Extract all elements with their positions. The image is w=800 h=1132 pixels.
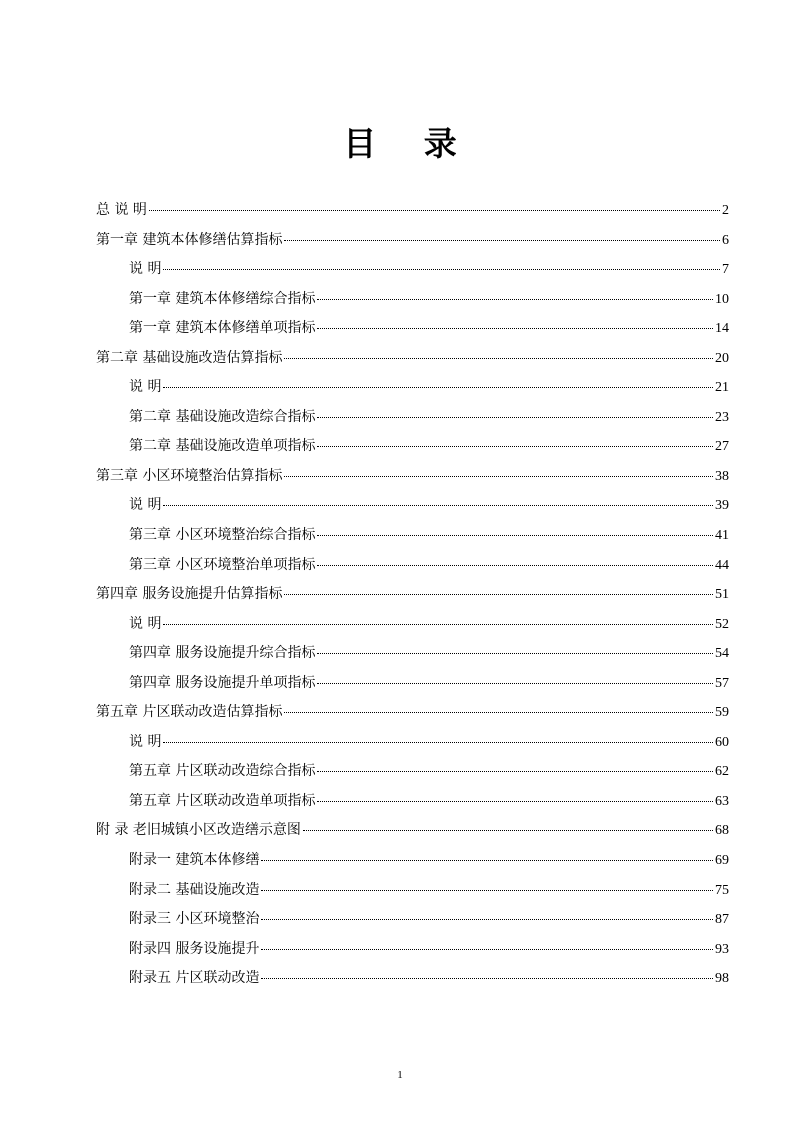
toc-entry-page-number: 63 <box>715 793 729 809</box>
toc-entry[interactable] <box>96 432 729 462</box>
toc-entry[interactable] <box>96 462 729 492</box>
toc-entry-page-number: 59 <box>715 705 729 721</box>
toc-entry-label: 附 录 老旧城镇小区改造缮示意图 <box>96 822 301 839</box>
toc-entry[interactable] <box>96 551 729 581</box>
toc-entry-page-number: 6 <box>722 232 729 248</box>
toc-entry-page-number: 60 <box>715 734 729 750</box>
toc-entry-label: 附录三 小区环境整治 <box>129 911 260 928</box>
toc-entry-label: 第三章 小区环境整治综合指标 <box>129 527 316 544</box>
dot-leader <box>317 565 713 566</box>
dot-leader <box>317 417 713 418</box>
dot-leader <box>284 240 720 241</box>
toc-entry-label: 第一章 建筑本体修缮综合指标 <box>129 290 316 307</box>
toc-entry-page-number: 10 <box>715 291 729 307</box>
dot-leader <box>284 358 713 359</box>
dot-leader <box>163 505 713 506</box>
toc-entry[interactable] <box>96 255 729 285</box>
toc-entry-page-number: 93 <box>715 941 729 957</box>
toc-entry-label: 说 明 <box>129 733 162 750</box>
dot-leader <box>284 476 713 477</box>
toc-entry-label: 附录二 基础设施改造 <box>129 881 260 898</box>
toc-entry-label: 第一章 建筑本体修缮单项指标 <box>129 320 316 337</box>
toc-entry[interactable] <box>96 935 729 965</box>
toc-entry[interactable] <box>96 403 729 433</box>
toc-entry-page-number: 7 <box>722 262 729 278</box>
toc-entry-page-number: 52 <box>715 616 729 632</box>
page-title: 目 录 <box>343 124 475 163</box>
toc-entry[interactable] <box>96 669 729 699</box>
toc-entry[interactable] <box>96 787 729 817</box>
toc-entry-label: 说 明 <box>129 497 162 514</box>
page-number: 1 <box>397 1069 403 1081</box>
toc-entry-page-number: 87 <box>715 912 729 928</box>
toc-entry-page-number: 54 <box>715 646 729 662</box>
toc-entry-page-number: 62 <box>715 764 729 780</box>
toc-entry-page-number: 41 <box>715 528 729 544</box>
toc-entry-label: 第三章 小区环境整治估算指标 <box>96 467 283 484</box>
toc-entry-page-number: 69 <box>715 853 729 869</box>
toc-entry-page-number: 23 <box>715 409 729 425</box>
dot-leader <box>261 919 713 920</box>
toc-entry-label: 说 明 <box>129 379 162 396</box>
dot-leader <box>261 949 713 950</box>
dot-leader <box>317 771 713 772</box>
toc-entry-page-number: 68 <box>715 823 729 839</box>
dot-leader <box>261 890 713 891</box>
dot-leader <box>149 210 720 211</box>
toc-entry-label: 第三章 小区环境整治单项指标 <box>129 556 316 573</box>
toc-entry[interactable] <box>96 698 729 728</box>
dot-leader <box>261 978 713 979</box>
dot-leader <box>317 683 713 684</box>
toc-entry[interactable] <box>96 491 729 521</box>
toc-entry-label: 总 说 明 <box>96 202 147 218</box>
toc-entry[interactable] <box>96 196 729 226</box>
dot-leader <box>317 299 713 300</box>
toc-entry-page-number: 2 <box>722 203 729 218</box>
toc-entry[interactable] <box>96 639 729 669</box>
toc-entry-label: 第五章 片区联动改造单项指标 <box>129 792 316 809</box>
table-of-contents <box>96 196 729 994</box>
toc-entry-label: 说 明 <box>129 615 162 632</box>
toc-entry[interactable] <box>96 285 729 315</box>
toc-entry[interactable] <box>96 344 729 374</box>
dot-leader <box>163 624 713 625</box>
dot-leader <box>261 860 713 861</box>
toc-entry[interactable] <box>96 846 729 876</box>
dot-leader <box>284 594 713 595</box>
toc-entry[interactable] <box>96 226 729 256</box>
dot-leader <box>317 328 713 329</box>
toc-entry-label: 附录一 建筑本体修缮 <box>129 852 260 869</box>
toc-entry-label: 说 明 <box>129 261 162 278</box>
toc-entry[interactable] <box>96 964 729 994</box>
toc-entry-label: 第二章 基础设施改造单项指标 <box>129 438 316 455</box>
toc-entry-label: 第二章 基础设施改造综合指标 <box>129 408 316 425</box>
toc-entry-page-number: 20 <box>715 350 729 366</box>
toc-entry-page-number: 27 <box>715 439 729 455</box>
toc-entry-page-number: 98 <box>715 971 729 987</box>
dot-leader <box>317 653 713 654</box>
toc-entry-label: 第二章 基础设施改造估算指标 <box>96 349 283 366</box>
toc-entry-page-number: 75 <box>715 882 729 898</box>
toc-entry[interactable] <box>96 876 729 906</box>
dot-leader <box>163 269 720 270</box>
toc-entry-label: 第四章 服务设施提升综合指标 <box>129 645 316 662</box>
toc-entry[interactable] <box>96 816 729 846</box>
toc-entry-label: 附录五 片区联动改造 <box>129 970 260 987</box>
toc-entry[interactable] <box>96 373 729 403</box>
toc-entry-page-number: 57 <box>715 675 729 691</box>
toc-entry[interactable] <box>96 610 729 640</box>
toc-entry[interactable] <box>96 728 729 758</box>
dot-leader <box>317 446 713 447</box>
toc-entry-page-number: 51 <box>715 587 729 603</box>
toc-entry-label: 第四章 服务设施提升估算指标 <box>96 586 283 603</box>
toc-entry[interactable] <box>96 757 729 787</box>
dot-leader <box>317 535 713 536</box>
dot-leader <box>163 742 713 743</box>
dot-leader <box>284 712 713 713</box>
dot-leader <box>303 830 713 831</box>
toc-entry[interactable] <box>96 905 729 935</box>
toc-entry[interactable] <box>96 314 729 344</box>
toc-entry-label: 第五章 片区联动改造综合指标 <box>129 763 316 780</box>
toc-entry-label: 附录四 服务设施提升 <box>129 940 260 957</box>
toc-entry[interactable] <box>96 580 729 610</box>
toc-entry-page-number: 44 <box>715 557 729 573</box>
toc-entry-page-number: 14 <box>715 321 729 337</box>
toc-entry-label: 第一章 建筑本体修缮估算指标 <box>96 231 283 248</box>
toc-entry-page-number: 38 <box>715 468 729 484</box>
toc-entry-label: 第五章 片区联动改造估算指标 <box>96 704 283 721</box>
dot-leader <box>317 801 713 802</box>
dot-leader <box>163 387 713 388</box>
toc-entry-page-number: 21 <box>715 380 729 396</box>
toc-entry[interactable] <box>96 521 729 551</box>
toc-entry-label: 第四章 服务设施提升单项指标 <box>129 674 316 691</box>
toc-entry-page-number: 39 <box>715 498 729 514</box>
